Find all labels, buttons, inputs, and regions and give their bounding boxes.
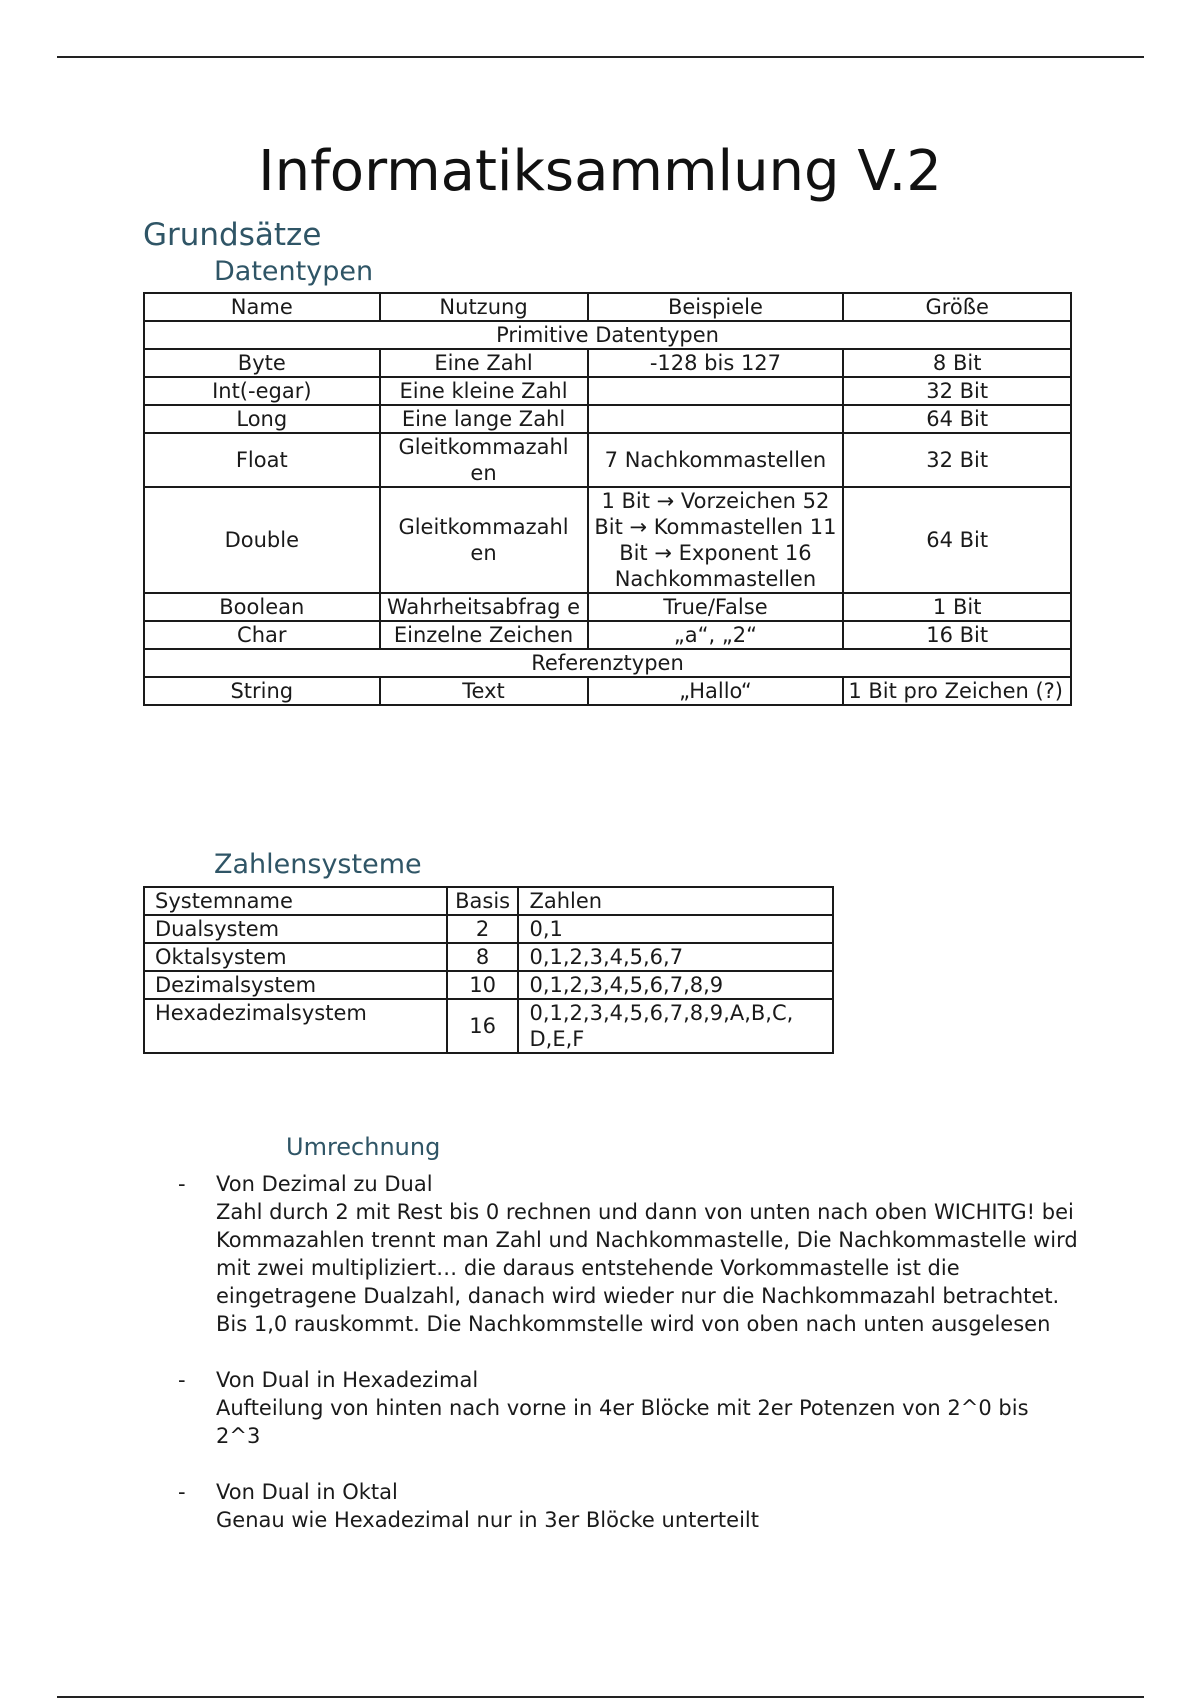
type-use: Wahrheitsabfrag e bbox=[380, 593, 588, 621]
type-example: „a“, „2“ bbox=[588, 621, 844, 649]
table-header-row bbox=[144, 293, 1071, 321]
table-row bbox=[144, 915, 833, 943]
zahlensysteme-table bbox=[143, 886, 834, 1054]
type-name: Double bbox=[144, 487, 380, 593]
type-size: 16 Bit bbox=[843, 621, 1071, 649]
system-name: Dualsystem bbox=[144, 915, 447, 943]
type-name: Boolean bbox=[144, 593, 380, 621]
type-use: Eine Zahl bbox=[380, 349, 588, 377]
type-example: -128 bis 127 bbox=[588, 349, 844, 377]
system-name: Hexadezimalsystem bbox=[144, 999, 447, 1053]
table-row bbox=[144, 621, 1071, 649]
type-name: Float bbox=[144, 433, 380, 487]
datentypen-heading: Datentypen bbox=[214, 256, 374, 287]
section-heading: Grundsätze bbox=[143, 217, 322, 253]
type-use: Text bbox=[380, 677, 588, 705]
header-cell: Beispiele bbox=[588, 293, 844, 321]
system-name: Dezimalsystem bbox=[144, 971, 447, 999]
umrechnung-list bbox=[178, 1170, 1078, 1562]
table-row bbox=[144, 677, 1071, 705]
header-cell: Nutzung bbox=[380, 293, 588, 321]
type-size: 8 Bit bbox=[843, 349, 1071, 377]
group-row bbox=[144, 649, 1071, 677]
type-use: Gleitkommazahl en bbox=[380, 487, 588, 593]
umrechnung-heading: Umrechnung bbox=[286, 1133, 441, 1161]
system-base: 10 bbox=[447, 971, 519, 999]
item-text: Genau wie Hexadezimal nur in 3er Blöcke unterteilt bbox=[216, 1508, 759, 1532]
type-size: 32 Bit bbox=[843, 433, 1071, 487]
table-row bbox=[144, 999, 833, 1053]
system-digits: 0,1 bbox=[518, 915, 833, 943]
table-row bbox=[144, 433, 1071, 487]
table-row bbox=[144, 943, 833, 971]
item-title: Von Dual in Oktal bbox=[216, 1480, 398, 1504]
datentypen-table bbox=[143, 292, 1072, 706]
list-item bbox=[178, 1366, 1078, 1450]
table-row bbox=[144, 971, 833, 999]
item-title: Von Dezimal zu Dual bbox=[216, 1172, 433, 1196]
header-cell: Systemname bbox=[144, 887, 447, 915]
system-digits: 0,1,2,3,4,5,6,7,8,9 bbox=[518, 971, 833, 999]
type-size: 32 Bit bbox=[843, 377, 1071, 405]
type-example: 1 Bit → Vorzeichen 52 Bit → Kommastellen 11 Bit → Exponent 16 Nachkommastellen bbox=[588, 487, 844, 593]
type-size: 1 Bit pro Zeichen (?) bbox=[843, 677, 1071, 705]
type-name: Long bbox=[144, 405, 380, 433]
table-row bbox=[144, 349, 1071, 377]
system-digits: 0,1,2,3,4,5,6,7,8,9,A,B,C, D,E,F bbox=[518, 999, 833, 1053]
type-size: 64 Bit bbox=[843, 405, 1071, 433]
header-cell: Basis bbox=[447, 887, 519, 915]
type-use: Einzelne Zeichen bbox=[380, 621, 588, 649]
type-use: Gleitkommazahl en bbox=[380, 433, 588, 487]
type-name: Byte bbox=[144, 349, 380, 377]
type-name: String bbox=[144, 677, 380, 705]
bullet-dash: - bbox=[178, 1172, 186, 1196]
type-name: Char bbox=[144, 621, 380, 649]
type-example bbox=[588, 377, 844, 405]
table-row bbox=[144, 487, 1071, 593]
bottom-rule bbox=[57, 1696, 1144, 1698]
type-name: Int(-egar) bbox=[144, 377, 380, 405]
header-cell: Größe bbox=[843, 293, 1071, 321]
type-use: Eine lange Zahl bbox=[380, 405, 588, 433]
system-base: 8 bbox=[447, 943, 519, 971]
top-rule bbox=[57, 56, 1144, 58]
system-name: Oktalsystem bbox=[144, 943, 447, 971]
table-row bbox=[144, 593, 1071, 621]
type-example: True/False bbox=[588, 593, 844, 621]
type-example: 7 Nachkommastellen bbox=[588, 433, 844, 487]
table-row bbox=[144, 405, 1071, 433]
item-text: Zahl durch 2 mit Rest bis 0 rechnen und dann von unten nach oben WICHITG! bei Kommazahlen trennt man Zahl und Nachkommastelle, Die Nachkommastelle wird mit zwei multipliziert… die daraus entstehende Vorkommastelle ist die eingetragene Dualzahl, danach wird wieder nur die Nachkommazahl betrachtet. Bis 1,0 rauskommt. Die Nachkommstelle wird von oben nach unten ausgelesen bbox=[216, 1200, 1078, 1336]
item-title: Von Dual in Hexadezimal bbox=[216, 1368, 479, 1392]
header-cell: Zahlen bbox=[518, 887, 833, 915]
type-size: 64 Bit bbox=[843, 487, 1071, 593]
type-use: Eine kleine Zahl bbox=[380, 377, 588, 405]
type-example: „Hallo“ bbox=[588, 677, 844, 705]
system-digits: 0,1,2,3,4,5,6,7 bbox=[518, 943, 833, 971]
page-title: Informatiksammlung V.2 bbox=[258, 139, 942, 204]
table-row bbox=[144, 377, 1071, 405]
system-base: 16 bbox=[447, 999, 519, 1053]
reference-label: Referenztypen bbox=[144, 649, 1071, 677]
system-base: 2 bbox=[447, 915, 519, 943]
list-item bbox=[178, 1170, 1078, 1338]
type-example bbox=[588, 405, 844, 433]
bullet-dash: - bbox=[178, 1368, 186, 1392]
type-size: 1 Bit bbox=[843, 593, 1071, 621]
table-header-row bbox=[144, 887, 833, 915]
item-text: Aufteilung von hinten nach vorne in 4er Blöcke mit 2er Potenzen von 2^0 bis 2^3 bbox=[216, 1396, 1029, 1448]
primitive-label: Primitive Datentypen bbox=[144, 321, 1071, 349]
header-cell: Name bbox=[144, 293, 380, 321]
list-item bbox=[178, 1478, 1078, 1534]
zahlensysteme-heading: Zahlensysteme bbox=[214, 849, 422, 880]
bullet-dash: - bbox=[178, 1480, 186, 1504]
group-row bbox=[144, 321, 1071, 349]
